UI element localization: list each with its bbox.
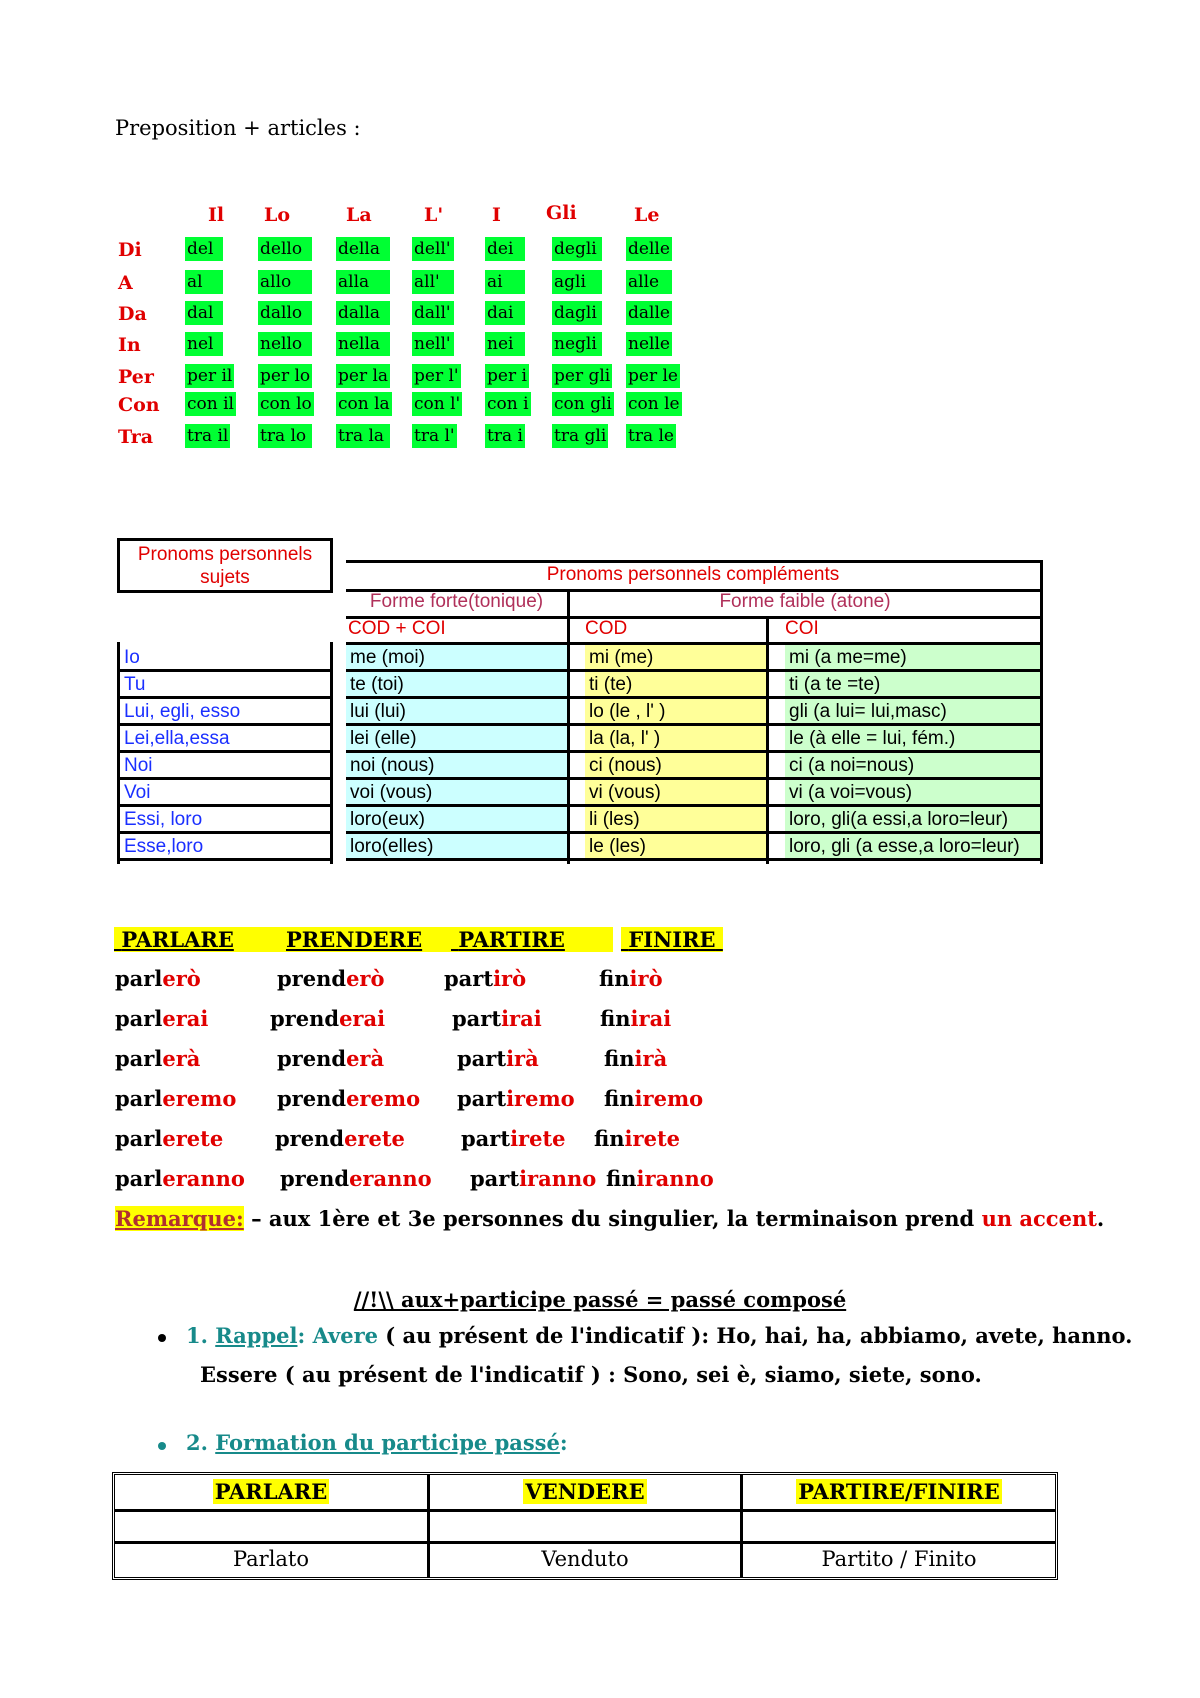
conjugated-form <box>444 966 526 991</box>
conjugated-form <box>470 1166 596 1191</box>
article-header: Lo <box>264 204 291 226</box>
preposition-label: Di <box>118 239 142 261</box>
subject-header: Pronoms personnels sujets <box>137 544 313 588</box>
subject-pronoun: Lui, egli, esso <box>124 701 241 722</box>
table-cell: Partito / Finito <box>821 1547 977 1571</box>
conjugated-form <box>115 1086 236 1111</box>
preposition-form: degli <box>552 237 602 261</box>
cod-pronoun: le (les) <box>585 834 766 859</box>
preposition-form: tra le <box>628 426 674 446</box>
verb-stem: fin <box>600 1006 631 1031</box>
forte-pronoun: te (toi) <box>346 672 567 697</box>
verb-stem: prend <box>275 1126 345 1151</box>
verb-ending: irà <box>634 1046 668 1071</box>
verb-ending: erò <box>346 966 385 991</box>
verb-stem: fin <box>604 1046 635 1071</box>
verb-ending: eremo <box>346 1086 421 1111</box>
article-header: Le <box>634 204 660 226</box>
subject-pronoun: Essi, loro <box>124 809 203 830</box>
verb-stem: part <box>457 1086 507 1111</box>
cod-pronoun: la (la, l' ) <box>585 726 766 751</box>
section-heading: //!\\ aux+participe passé = passé composé <box>353 1287 847 1312</box>
subject-pronoun: Noi <box>124 755 153 776</box>
conjugated-form <box>457 1086 575 1111</box>
verb-stem: parl <box>115 966 163 991</box>
conjugated-form <box>599 966 663 991</box>
conjugated-form <box>275 1126 405 1151</box>
forte-pronoun: lei (elle) <box>346 726 567 751</box>
list-item-formation: 2. Formation du participe passé: <box>186 1430 568 1455</box>
preposition-form: delle <box>626 237 672 261</box>
preposition-form: con l' <box>414 394 461 414</box>
forte-pronoun: voi (vous) <box>346 780 567 805</box>
conjugated-form <box>115 1126 223 1151</box>
verb-stem: prend <box>280 1166 350 1191</box>
preposition-label: Da <box>118 303 147 325</box>
preposition-label: A <box>118 272 133 294</box>
col-cod-coi: COD + COI <box>348 618 446 639</box>
verb-stem: part <box>452 1006 502 1031</box>
preposition-form: per lo <box>260 366 311 386</box>
preposition-form: con lo <box>260 394 312 414</box>
verb-stem: parl <box>115 1086 163 1111</box>
article-header: Gli <box>546 202 577 224</box>
verb-header-prendere: PRENDERE <box>256 927 456 952</box>
verb-stem: fin <box>599 966 630 991</box>
conjugated-form <box>452 1006 542 1031</box>
preposition-form: dall' <box>412 301 454 325</box>
preposition-form: per l' <box>414 366 459 386</box>
preposition-form: con gli <box>554 394 612 414</box>
col-cod: COD <box>585 618 628 639</box>
conjugated-form <box>115 1046 200 1071</box>
verb-stem: prend <box>270 1006 340 1031</box>
preposition-form: dei <box>485 237 525 261</box>
preposition-form: con il <box>187 394 234 414</box>
verb-stem: part <box>457 1046 507 1071</box>
faible-header: Forme faible (atone) <box>719 591 891 612</box>
verb-ending: iremo <box>634 1086 704 1111</box>
preposition-form: tra i <box>485 424 525 448</box>
verb-ending: irai <box>630 1006 672 1031</box>
preposition-form: per il <box>187 366 233 386</box>
conjugated-form <box>457 1046 539 1071</box>
subject-pronoun: Io <box>124 647 140 668</box>
preposition-form: alla <box>336 270 390 294</box>
verb-ending: iranno <box>636 1166 714 1191</box>
preposition-form: dallo <box>258 301 312 325</box>
table-cell: Venduto <box>541 1547 629 1571</box>
preposition-form: tra gli <box>554 426 607 446</box>
complement-header: Pronoms personnels compléments <box>546 564 840 585</box>
conjugated-form <box>594 1126 680 1151</box>
conjugated-form <box>600 1006 671 1031</box>
coi-pronoun: loro, gli(a essi,a loro=leur) <box>785 807 1040 832</box>
preposition-form: tra la <box>336 424 390 448</box>
preposition-form: dagli <box>552 301 602 325</box>
table-header: PARTIRE/FINIRE <box>798 1479 1000 1504</box>
conjugated-form <box>270 1006 385 1031</box>
verb-ending: iranno <box>519 1166 597 1191</box>
preposition-form: del <box>185 237 223 261</box>
page-title: Preposition + articles : <box>115 116 361 140</box>
verb-header-finire: FINIRE <box>621 927 723 952</box>
coi-pronoun: gli (a lui= lui,masc) <box>785 699 1040 724</box>
conjugated-form <box>604 1046 667 1071</box>
conjugated-form <box>115 1166 245 1191</box>
preposition-form: tra l' <box>414 426 455 446</box>
preposition-form: tra lo <box>258 424 312 448</box>
cod-pronoun: vi (vous) <box>585 780 766 805</box>
forte-pronoun: lui (lui) <box>346 699 567 724</box>
article-header: Il <box>208 204 225 226</box>
conjugated-form <box>115 966 201 991</box>
preposition-form: agli <box>552 270 602 294</box>
remark-label: Remarque: <box>115 1206 244 1231</box>
col-coi: COI <box>785 618 819 639</box>
verb-ending: irete <box>510 1126 566 1151</box>
verb-ending: eranno <box>162 1166 245 1191</box>
conjugated-form <box>277 1046 384 1071</box>
verb-stem: parl <box>115 1006 163 1031</box>
preposition-form: ai <box>485 270 525 294</box>
article-header: La <box>346 204 372 226</box>
verb-ending: irete <box>624 1126 681 1151</box>
verb-ending: eremo <box>162 1086 237 1111</box>
preposition-form: all' <box>412 270 454 294</box>
conjugated-form <box>604 1086 703 1111</box>
verb-header-parlare: PARLARE <box>114 927 276 952</box>
conjugated-form <box>606 1166 714 1191</box>
list-item-rappel: 1. Rappel: Avere ( au présent de l'indicatif ): Ho, hai, ha, abbiamo, avete, hanno. <box>186 1323 1133 1348</box>
verb-ending: erete <box>162 1126 224 1151</box>
verb-header-partire: PARTIRE <box>451 927 613 952</box>
bullet-icon <box>158 1442 166 1450</box>
preposition-form: nei <box>485 332 525 356</box>
preposition-form: dalle <box>626 301 672 325</box>
preposition-form: per la <box>338 366 389 386</box>
article-header: I <box>492 204 501 226</box>
preposition-form: al <box>185 270 223 294</box>
verb-stem: part <box>461 1126 511 1151</box>
preposition-form: nella <box>336 332 390 356</box>
preposition-form: per i <box>487 366 527 386</box>
preposition-form: nello <box>258 332 312 356</box>
preposition-form: dai <box>485 301 525 325</box>
verb-stem: fin <box>604 1086 635 1111</box>
verb-ending: erai <box>339 1006 386 1031</box>
conjugated-form <box>280 1166 432 1191</box>
verb-stem: parl <box>115 1046 163 1071</box>
preposition-label: Con <box>118 394 160 416</box>
verb-stem: part <box>444 966 494 991</box>
preposition-form: nelle <box>626 332 672 356</box>
coi-pronoun: ci (a noi=nous) <box>785 753 1040 778</box>
bullet-icon <box>158 1334 166 1342</box>
preposition-form: nell' <box>412 332 454 356</box>
preposition-form: nel <box>185 332 223 356</box>
subject-pronoun: Tu <box>124 674 146 695</box>
coi-pronoun: vi (a voi=vous) <box>785 780 1040 805</box>
article-header: L' <box>424 204 444 226</box>
verb-stem: fin <box>594 1126 625 1151</box>
conjugated-form <box>277 966 385 991</box>
cod-pronoun: lo (le , l' ) <box>585 699 766 724</box>
preposition-form: dalla <box>336 301 390 325</box>
preposition-form: dell' <box>412 237 454 261</box>
verb-ending: irò <box>493 966 527 991</box>
verb-ending: erete <box>344 1126 405 1151</box>
coi-pronoun: loro, gli (a esse,a loro=leur) <box>785 834 1040 859</box>
verb-ending: iremo <box>506 1086 575 1111</box>
coi-pronoun: mi (a me=me) <box>785 645 1040 670</box>
verb-stem: parl <box>115 1166 163 1191</box>
subject-pronoun: Lei,ella,essa <box>124 728 230 749</box>
verb-stem: part <box>470 1166 520 1191</box>
cod-pronoun: li (les) <box>585 807 766 832</box>
verb-ending: irà <box>506 1046 539 1071</box>
table-header: PARLARE <box>214 1479 328 1504</box>
cod-pronoun: mi (me) <box>585 645 766 670</box>
verb-ending: irò <box>629 966 663 991</box>
preposition-form: con i <box>487 394 529 414</box>
verb-ending: erà <box>162 1046 201 1071</box>
preposition-form: dal <box>185 301 223 325</box>
verb-ending: erò <box>162 966 201 991</box>
list-item-essere: Essere ( au présent de l'indicatif ) : Sono, sei è, siamo, siete, sono. <box>200 1362 982 1387</box>
table-header: VENDERE <box>525 1479 645 1504</box>
preposition-form: alle <box>626 270 672 294</box>
preposition-form: dello <box>258 237 312 261</box>
preposition-form: allo <box>258 270 312 294</box>
verb-stem: prend <box>277 966 347 991</box>
forte-pronoun: noi (nous) <box>346 753 567 778</box>
verb-stem: prend <box>277 1086 347 1111</box>
preposition-form: per gli <box>554 366 611 386</box>
coi-pronoun: le (à elle = lui, fém.) <box>785 726 1040 751</box>
preposition-form: negli <box>552 332 602 356</box>
conjugated-form <box>461 1126 566 1151</box>
table-cell: Parlato <box>232 1547 310 1571</box>
preposition-label: Per <box>118 366 154 388</box>
preposition-label: In <box>118 334 141 356</box>
verb-ending: erai <box>162 1006 209 1031</box>
subject-pronoun: Esse,loro <box>124 836 204 857</box>
verb-ending: eranno <box>349 1166 432 1191</box>
preposition-form: per le <box>628 366 678 386</box>
cod-pronoun: ci (nous) <box>585 753 766 778</box>
forte-pronoun: loro(eux) <box>346 807 567 832</box>
participle-table <box>112 1472 1058 1580</box>
verb-ending: irai <box>501 1006 542 1031</box>
coi-pronoun: ti (a te =te) <box>785 672 1040 697</box>
preposition-form: della <box>336 237 390 261</box>
preposition-form: tra il <box>187 426 229 446</box>
forte-header: Forme forte(tonique) <box>369 591 544 612</box>
conjugated-form <box>277 1086 420 1111</box>
subject-pronoun: Voi <box>124 782 151 803</box>
forte-pronoun: loro(elles) <box>346 834 567 859</box>
verb-stem: parl <box>115 1126 163 1151</box>
remark: Remarque: – aux 1ère et 3e personnes du singulier, la terminaison prend un accent. <box>115 1206 1105 1231</box>
conjugated-form <box>115 1006 208 1031</box>
preposition-label: Tra <box>118 426 154 448</box>
verb-stem: fin <box>606 1166 637 1191</box>
preposition-form: con la <box>338 394 390 414</box>
forte-pronoun: me (moi) <box>346 645 567 670</box>
cod-pronoun: ti (te) <box>585 672 766 697</box>
verb-ending: erà <box>346 1046 385 1071</box>
verb-stem: prend <box>277 1046 347 1071</box>
preposition-form: con le <box>628 394 680 414</box>
